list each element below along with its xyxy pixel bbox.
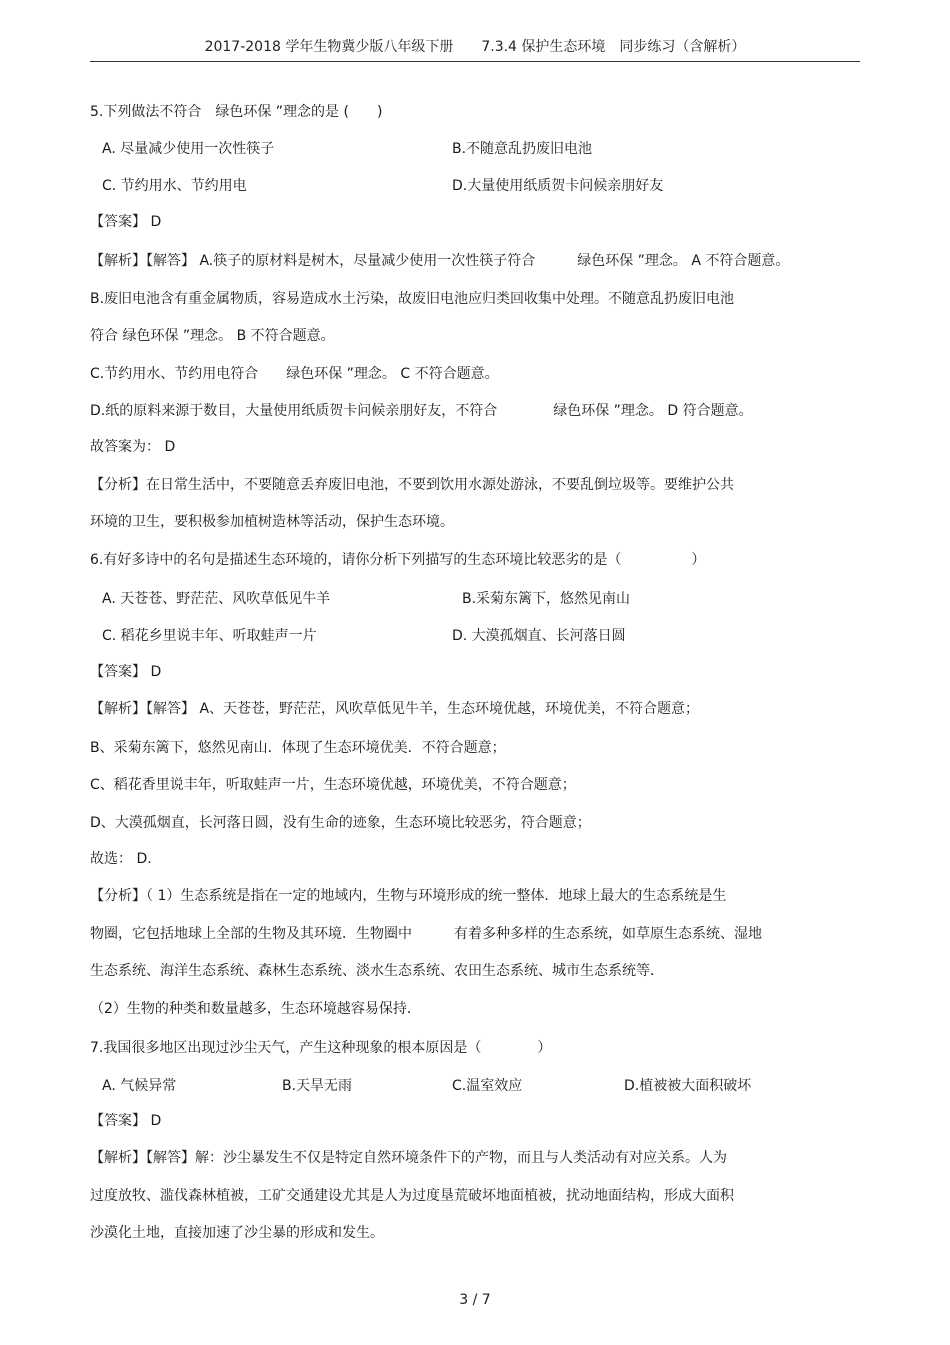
question-5-analysis-line: 【分析】在日常生活中，不要随意丢弃废旧电池，不要到饮用水源处游泳，不要乱倒垃圾等。要维护公共: [90, 477, 734, 493]
question-5-analysis-line: 符合 绿色环保 ”理念。 B 不符合题意。: [90, 328, 335, 344]
header-divider: [90, 61, 860, 62]
question-6-analysis-line: C、稻花香里说丰年，听取蛙声一片，生态环境优越，环境优美，不符合题意；: [90, 777, 576, 793]
question-6-analysis-line: 【解析】【解答】 A、天苍苍，野茫茫，风吹草低见牛羊，生态环境优越，环境优美，不符合题意；: [90, 701, 700, 717]
question-6-analysis-line: 【分析】（ 1）生态系统是指在一定的地域内，生物与环境形成的统一整体．地球上最大的生态系统是生: [90, 888, 727, 904]
question-5-option-a: A. 尽量减少使用一次性筷子: [102, 141, 275, 157]
question-5-stem: 5.下列做法不符合 绿色环保 ”理念的是 ( ): [90, 104, 383, 120]
question-5-analysis-line: 故答案为： D: [90, 439, 176, 455]
question-7-stem: 7.我国很多地区出现过沙尘天气，产生这种现象的根本原因是（ ）: [90, 1040, 552, 1056]
question-6-analysis-line: 物圈，它包括地球上全部的生物及其环境．生物圈中 有着多种多样的生态系统，如草原生态系统、湿地: [90, 926, 762, 942]
question-7-analysis-line: 过度放牧、滥伐森林植被，工矿交通建设尤其是人为过度垦荒破坏地面植被，扰动地面结构，形成大面积: [90, 1188, 734, 1204]
question-7-option-b: B.天旱无雨: [282, 1078, 353, 1094]
question-5-analysis-line: D.纸的原料来源于数目，大量使用纸质贺卡问候亲朋好友，不符合 绿色环保 ”理念。 D 符合题意。: [90, 403, 753, 419]
question-5-option-b: B.不随意乱扔废旧电池: [452, 141, 593, 157]
question-6-analysis-line: D、大漠孤烟直，长河落日圆，没有生命的迹象，生态环境比较恶劣，符合题意；: [90, 815, 591, 831]
question-5-analysis-line: 【解析】【解答】 A.筷子的原材料是树木，尽量减少使用一次性筷子符合 绿色环保 ”理念。 A 不符合题意。: [90, 253, 790, 269]
question-7-option-c: C.温室效应: [452, 1078, 523, 1094]
question-5-analysis-line: C.节约用水、节约用电符合 绿色环保 ”理念。 C 不符合题意。: [90, 366, 499, 382]
question-7-option-d: D.植被被大面积破坏: [624, 1078, 752, 1094]
question-7-analysis-line: 【解析】【解答】解：沙尘暴发生不仅是特定自然环境条件下的产物，而且与人类活动有对应关系。人为: [90, 1150, 727, 1166]
question-6-option-a: A. 天苍苍、野茫茫、风吹草低见牛羊: [102, 591, 331, 607]
question-7-analysis-line: 沙漠化土地，直接加速了沙尘暴的形成和发生。: [90, 1225, 384, 1241]
question-5-option-d: D.大量使用纸质贺卡问候亲朋好友: [452, 178, 664, 194]
question-6-option-c: C. 稻花乡里说丰年、听取蛙声一片: [102, 628, 317, 644]
question-5-analysis-line: 环境的卫生，要积极参加植树造林等活动，保护生态环境。: [90, 514, 454, 530]
page-header-title: 2017-2018 学年生物冀少版八年级下册 7.3.4 保护生态环境 同步练习（含解析）: [204, 39, 746, 55]
question-6-option-b: B.采菊东篱下，悠然见南山: [462, 591, 631, 607]
question-5-analysis-line: B.废旧电池含有重金属物质，容易造成水土污染，故废旧电池应归类回收集中处理。不随意乱扔废旧电池: [90, 291, 735, 307]
question-6-analysis-line: B、采菊东篱下，悠然见南山．体现了生态环境优美．不符合题意；: [90, 740, 506, 756]
question-6-answer: 【答案】 D: [90, 664, 162, 680]
question-7-answer: 【答案】 D: [90, 1113, 162, 1129]
question-6-analysis-line: （2）生物的种类和数量越多，生态环境越容易保持．: [90, 1001, 421, 1017]
question-6-analysis-line: 故选： D.: [90, 851, 152, 867]
page-number: 3 / 7: [459, 1292, 491, 1308]
question-6-option-d: D. 大漠孤烟直、长河落日圆: [452, 628, 626, 644]
question-5-option-c: C. 节约用水、节约用电: [102, 178, 247, 194]
question-6-stem: 6.有好多诗中的名句是描述生态环境的，请你分析下列描写的生态环境比较恶劣的是（ ）: [90, 552, 706, 568]
question-7-option-a: A. 气候异常: [102, 1078, 177, 1094]
question-5-answer: 【答案】 D: [90, 214, 162, 230]
question-6-analysis-line: 生态系统、海洋生态系统、森林生态系统、淡水生态系统、农田生态系统、城市生态系统等．: [90, 963, 664, 979]
